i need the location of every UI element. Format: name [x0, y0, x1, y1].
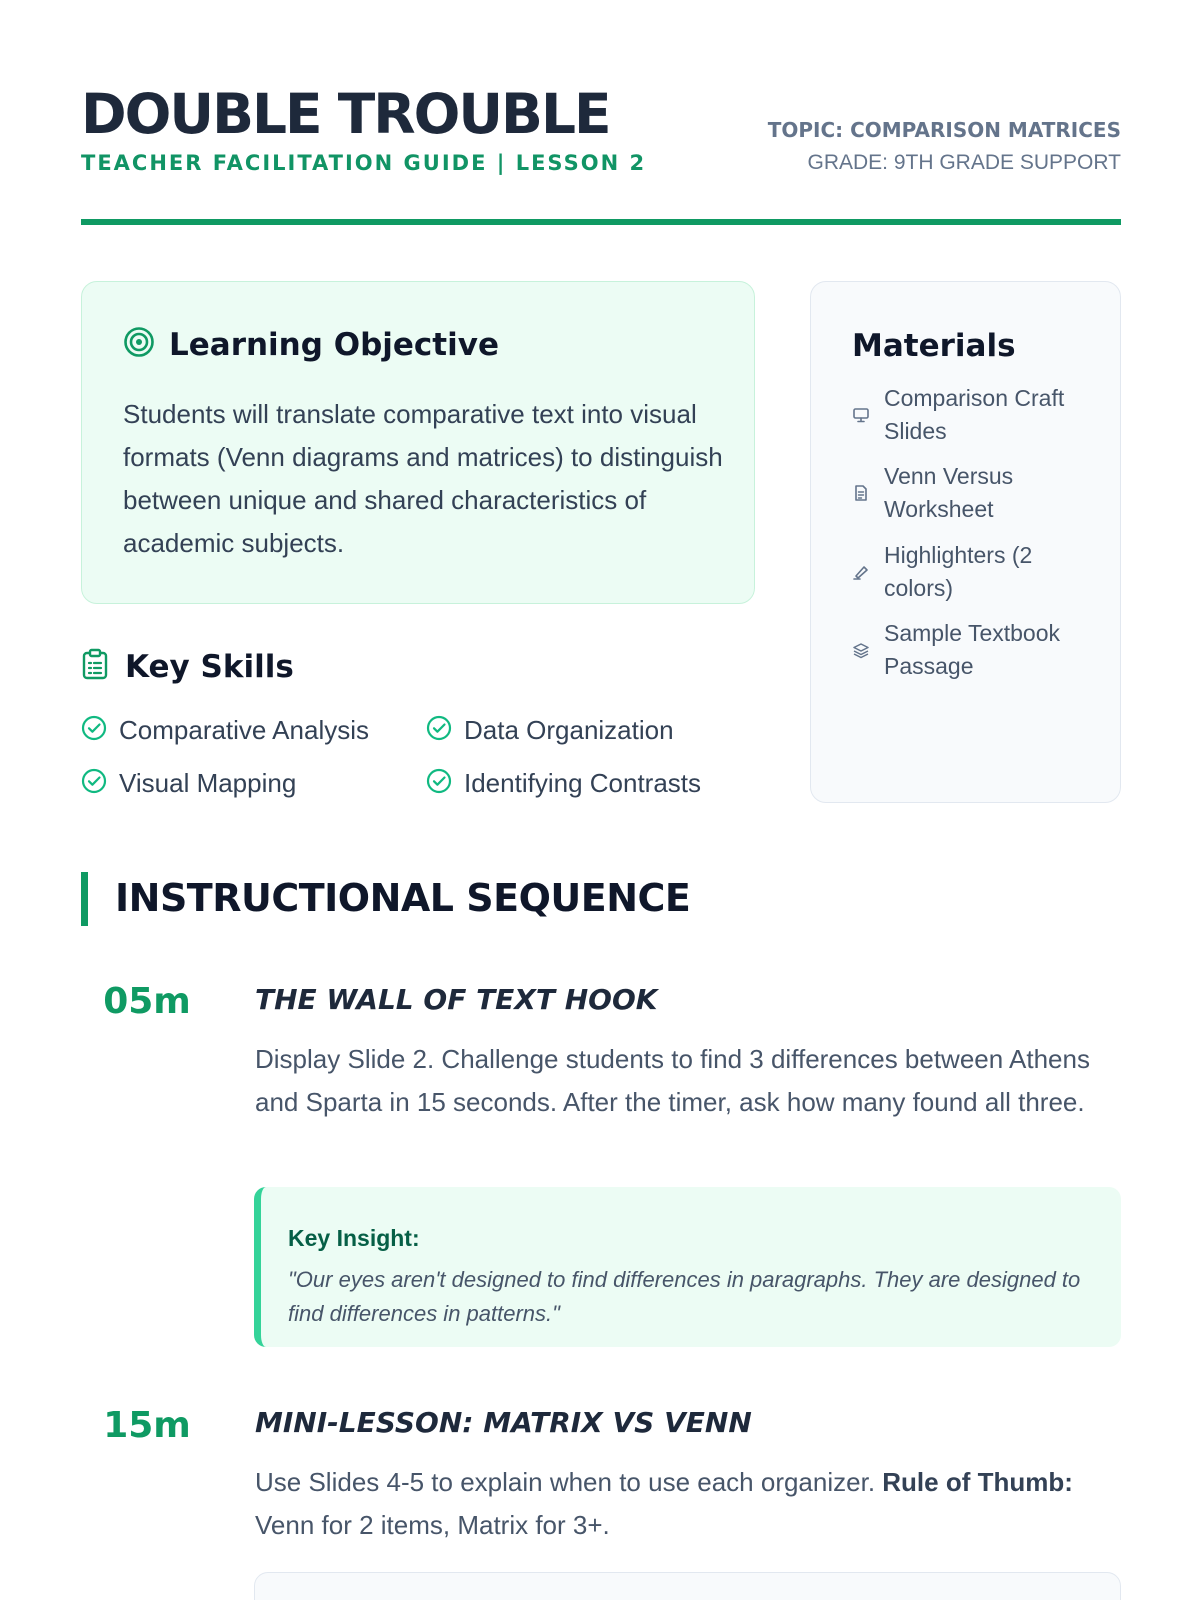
material-label: Venn Versus Worksheet	[884, 463, 1014, 522]
material-item	[851, 617, 1101, 683]
key-skills-header	[81, 648, 294, 685]
skill-label: Data Organization	[464, 715, 674, 745]
step-title: MINI-LESSON: MATRIX VS VENN	[255, 1406, 752, 1439]
material-item	[851, 382, 1101, 448]
presentation-icon	[851, 405, 871, 425]
step-duration: 05m	[103, 981, 191, 1022]
document-icon	[851, 483, 871, 503]
target-icon	[123, 326, 155, 363]
section-accent-bar	[81, 872, 88, 926]
check-circle-icon	[81, 768, 107, 799]
skill-item	[426, 768, 701, 799]
step-description	[255, 1461, 1121, 1547]
material-label: Sample Textbook Passage	[884, 620, 1061, 679]
objective-heading: Learning Objective	[169, 326, 499, 363]
skill-item	[426, 715, 674, 746]
layers-icon	[851, 640, 871, 660]
materials-heading: Materials	[852, 328, 1016, 364]
material-label: Highlighters (2 colors)	[884, 542, 1033, 601]
objective-text: Students will translate comparative text into visual formats (Venn diagrams and matrices) to distinguish between unique and shared characteristics of academic subjects.	[123, 399, 723, 558]
clipboard-icon	[81, 648, 109, 685]
materials-card	[810, 281, 1121, 803]
section-heading: INSTRUCTIONAL SEQUENCE	[115, 876, 691, 920]
step-body-emphasis: Rule of Thumb:	[882, 1467, 1073, 1497]
check-circle-icon	[426, 715, 452, 746]
check-circle-icon	[81, 715, 107, 746]
page-subtitle: TEACHER FACILITATION GUIDE | LESSON 2	[81, 151, 647, 175]
step-description: Display Slide 2. Challenge students to find 3 differences between Athens and Sparta in 15 seconds. After the timer, ask how many found all three.	[255, 1044, 1090, 1117]
page-title: DOUBLE TROUBLE	[81, 82, 610, 146]
lesson-guide-page	[81, 0, 1121, 1600]
step-body-text: Use Slides 4-5 to explain when to use each organizer.	[255, 1467, 883, 1497]
step-body-text: Venn for 2 items, Matrix for 3+.	[255, 1510, 610, 1540]
key-skills-heading: Key Skills	[125, 648, 294, 685]
skill-label: Identifying Contrasts	[464, 768, 702, 798]
key-insight-callout	[254, 1187, 1121, 1347]
highlighter-icon	[851, 562, 871, 582]
skill-item	[81, 768, 296, 799]
learning-objective-card	[81, 281, 755, 604]
grade-label: GRADE: 9TH GRADE SUPPORT	[807, 151, 1121, 174]
topic-label: TOPIC: COMPARISON MATRICES	[767, 118, 1121, 142]
material-item	[851, 539, 1101, 605]
step-title: THE WALL OF TEXT HOOK	[255, 983, 658, 1016]
skill-label: Comparative Analysis	[119, 715, 369, 745]
insight-quote: "Our eyes aren't designed to find differences in paragraphs. They are designed to find differences in patterns."	[288, 1267, 1081, 1326]
skill-item	[81, 715, 369, 746]
material-item	[851, 460, 1101, 526]
header-divider	[81, 219, 1121, 225]
step-duration: 15m	[103, 1405, 191, 1446]
insight-label: Key Insight:	[288, 1225, 420, 1251]
material-label: Comparison Craft Slides	[884, 385, 1065, 444]
step-detail-card	[254, 1572, 1121, 1600]
check-circle-icon	[426, 768, 452, 799]
skill-label: Visual Mapping	[119, 768, 297, 798]
